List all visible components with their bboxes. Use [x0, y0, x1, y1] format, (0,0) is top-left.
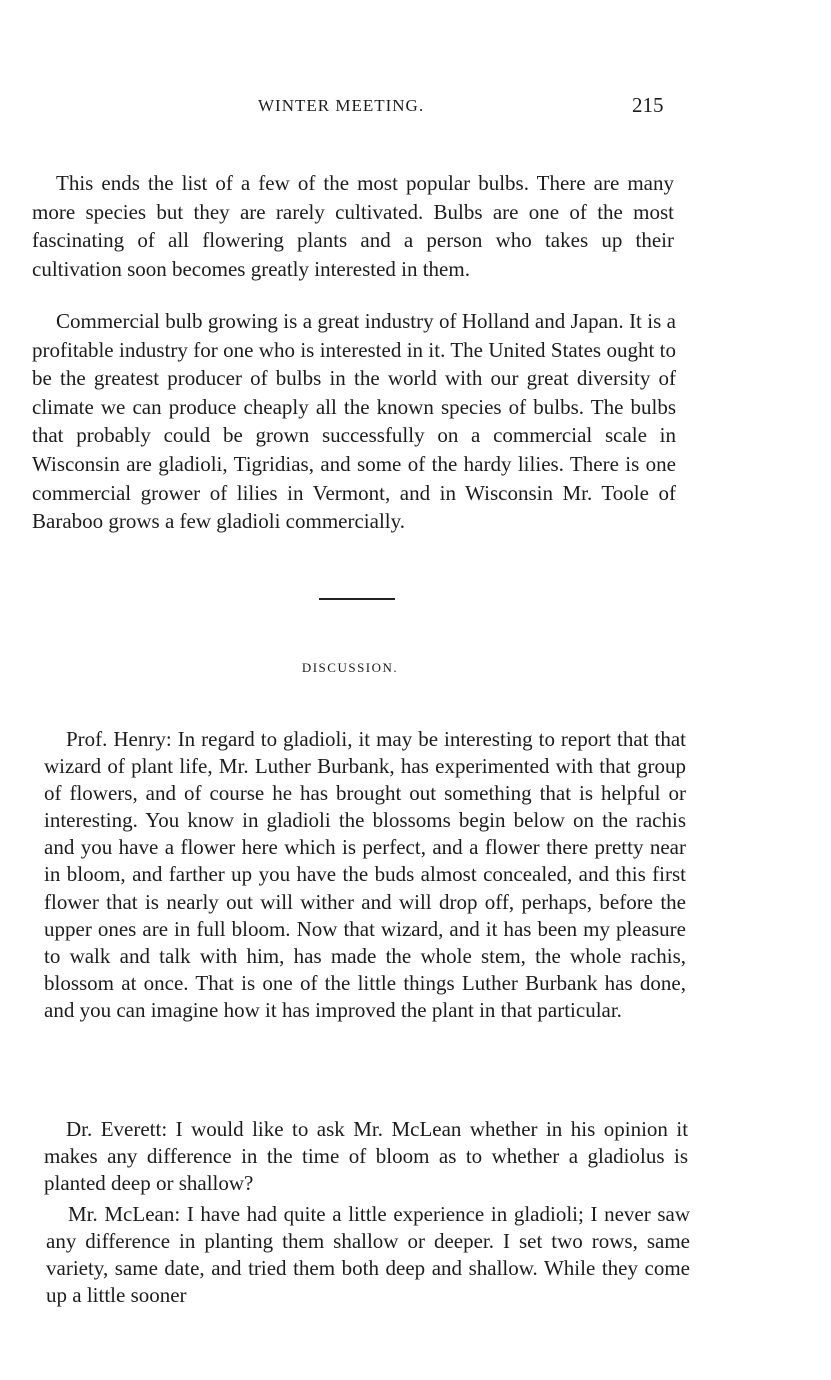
speaker-name: Mr. McLean:	[68, 1202, 181, 1226]
page-number: 215	[632, 93, 664, 117]
speech-paragraph	[44, 726, 686, 1024]
body-paragraph-1: This ends the list of a few of the most popular bulbs. There are many more species but they are rarely cultivated. Bulbs are one of the most fascinating of all flowering plants and a person who takes up their cultivation soon becomes greatly interested in them.	[32, 171, 674, 281]
body-paragraph-2: Commercial bulb growing is a great industry of Holland and Japan. It is a profitable industry for one who is interested in it. The United States ought to be the greatest producer of bulbs in the world with our great diversity of climate we can produce cheaply all the known species of bulbs. The bulbs that probably could be grown successfully on a commercial scale in Wisconsin are gladioli, Tigridias, and some of the hardy lilies. There is one commercial grower of lilies in Vermont, and in Wisconsin Mr. Toole of Baraboo grows a few gladioli commercially.	[32, 309, 676, 534]
speech-text: I have had quite a little experience in gladioli; I never saw any difference in planting them shallow or deeper. I set two rows, same variety, same date, and tried them both deep and shallow. While they come up a little sooner	[46, 1202, 690, 1308]
section-divider	[319, 598, 395, 600]
speech-paragraph	[46, 1201, 690, 1309]
speech-text: In regard to gladioli, it may be interesting to report that that wizard of plant life, Mr. Luther Burbank, has experimented with that group of flowers, and of course he has brought out something that is helpful or interesting. You know in gladioli the blossoms begin below on the rachis and you have a flower here which is perfect, and a flower there pretty near in bloom, and farther up you have the buds almost concealed, and this first flower that is nearly out will wither and will drop off, perhaps, before the upper ones are in full bloom. Now that wizard, and it has been my pleasure to walk and talk with him, has made the whole stem, the whole rachis, blossom at once. That is one of the little things Luther Burbank has done, and you can imagine how it has improved the plant in that particular.	[44, 727, 686, 1022]
speaker-name: Prof. Henry:	[66, 727, 172, 751]
speech-text: I would like to ask Mr. McLean whether in his opinion it makes any difference in the time of bloom as to whether a gladiolus is planted deep or shallow?	[44, 1117, 689, 1196]
speech-paragraph	[44, 1116, 688, 1197]
page-header	[0, 93, 831, 120]
speaker-name: Dr. Everett:	[66, 1117, 168, 1141]
discussion-heading: DISCUSSION.	[301, 660, 399, 675]
running-title: WINTER MEETING.	[258, 96, 425, 115]
